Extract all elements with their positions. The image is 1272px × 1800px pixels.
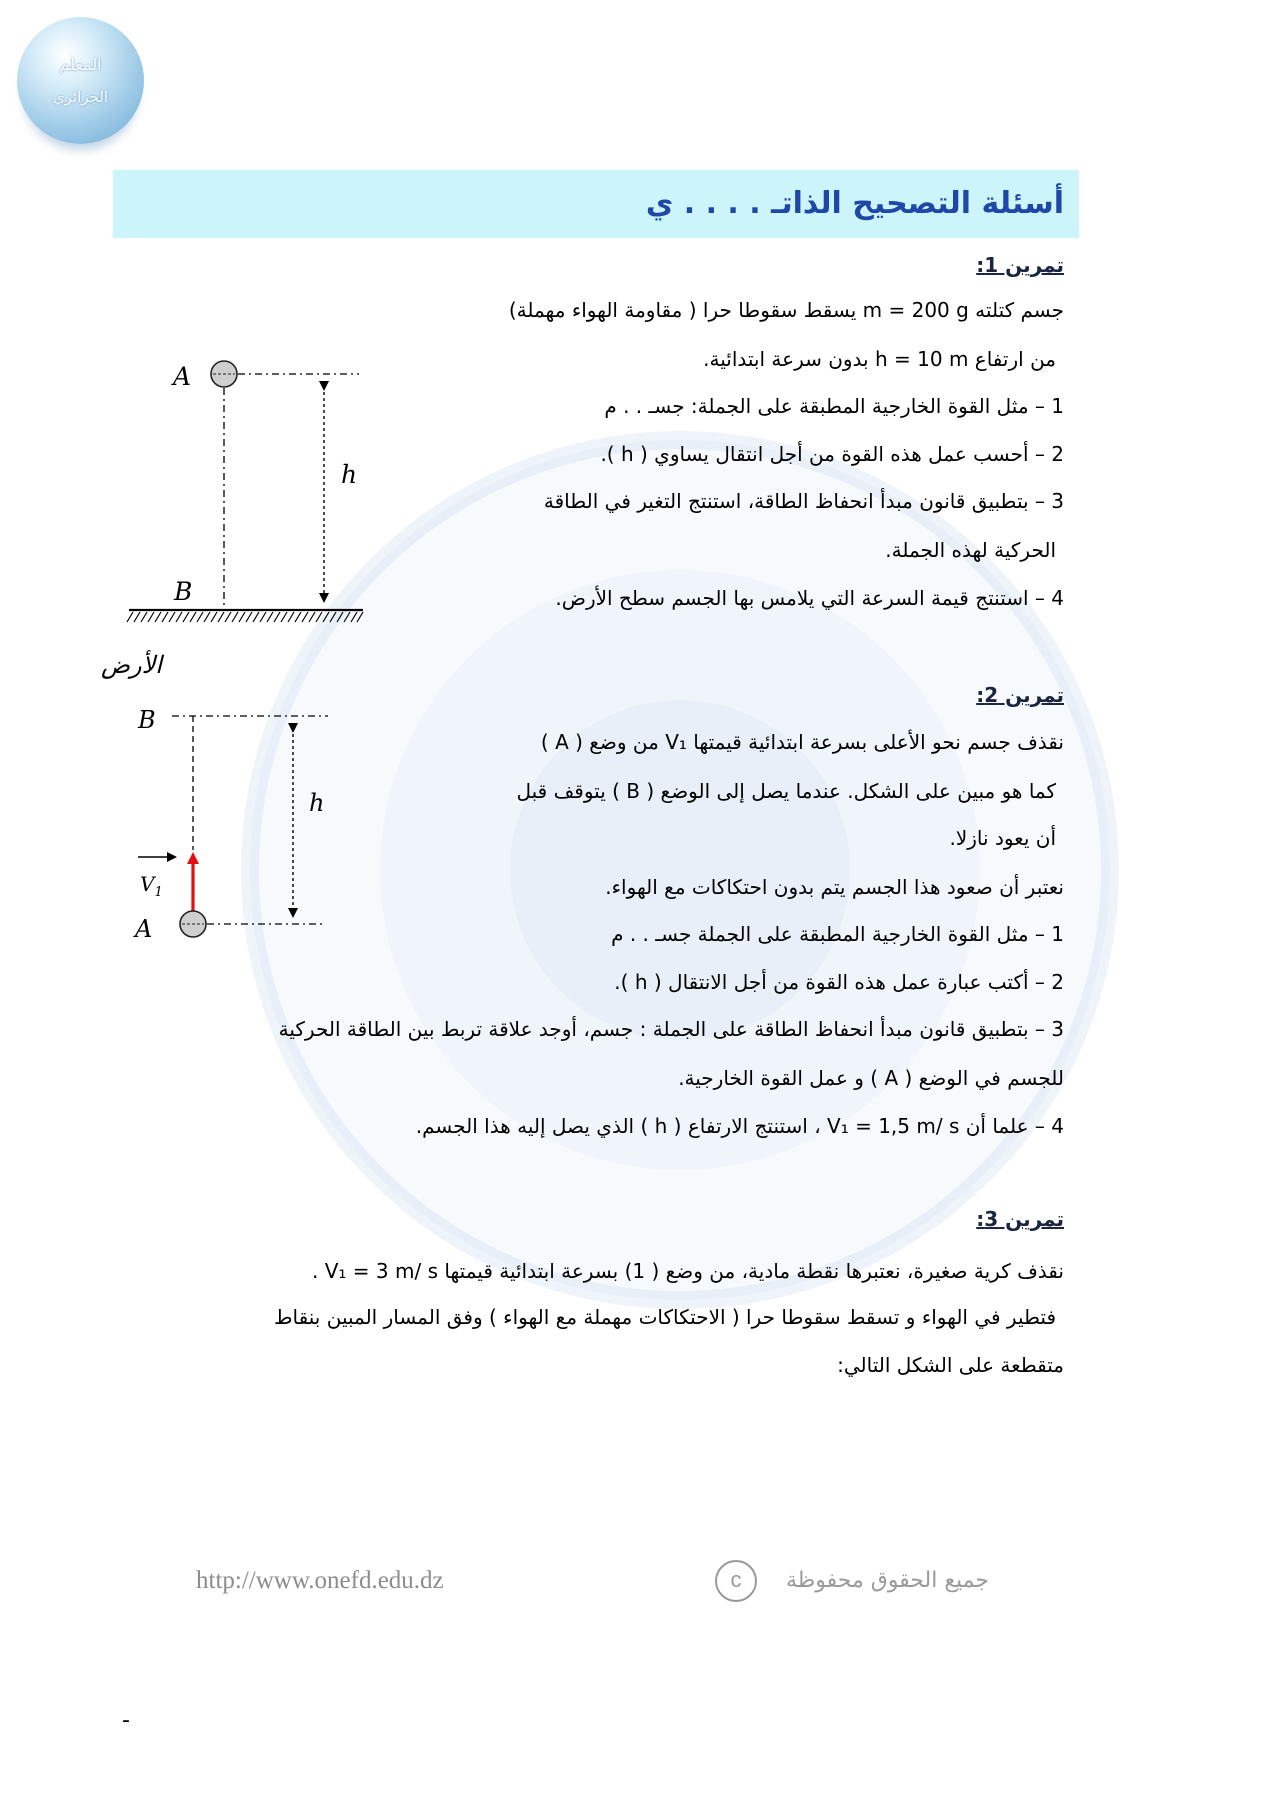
- exercise-2-line: 3 – بتطبيق قانون مبدأ انحفاظ الطاقة على الجملة : جسم، أوجد علاقة تربط بين الطاقة الحركية: [278, 1017, 1064, 1041]
- fig2-label-b: B: [138, 706, 156, 734]
- exercise-2-line: كما هو مبين على الشكل. عندما يصل إلى الوضع ( B ) يتوقف قبل: [516, 779, 1056, 803]
- exercise-1-heading: تمرين 1:: [976, 253, 1064, 277]
- logo-line-1: المعلم: [59, 55, 102, 74]
- exercise-2-line: 4 – علما أن V₁ = 1,5 m/ s ، استنتج الارتفاع ( h ) الذي يصل إليه هذا الجسم.: [415, 1114, 1064, 1138]
- teacher-logo: [17, 17, 144, 144]
- figure-2-vertical-throw: [133, 706, 328, 943]
- exercise-3-heading: تمرين 3:: [976, 1207, 1064, 1231]
- fig1-label-h: h: [341, 460, 358, 489]
- logo-line-2: الجزائري: [52, 88, 109, 106]
- exercise-2-line: 2 – أكتب عبارة عمل هذه القوة من أجل الانتقال ( h ).: [614, 970, 1064, 994]
- exercise-1-line: 4 – استنتج قيمة السرعة التي يلامس بها الجسم سطح الأرض.: [555, 586, 1064, 610]
- exercise-3-line: متقطعة على الشكل التالي:: [837, 1353, 1064, 1377]
- page-title: أسئلة التصحيح الذاتـ . . . . ي: [645, 186, 1064, 221]
- fig1-ground-label: الأرض: [101, 651, 162, 679]
- fig1-label-a: A: [173, 362, 192, 391]
- exercise-2-line: أن يعود نازلا.: [949, 826, 1056, 850]
- copyright-icon: c: [715, 1560, 757, 1602]
- title-banner: [113, 170, 1079, 238]
- page-marker: -: [122, 1708, 130, 1733]
- exercise-1-line: الحركية لهذه الجملة.: [885, 538, 1056, 562]
- exercise-1-line: من ارتفاع h = 10 m بدون سرعة ابتدائية.: [703, 347, 1056, 371]
- exercise-1-line: 3 – بتطبيق قانون مبدأ انحفاظ الطاقة، استنتج التغير في الطاقة: [543, 489, 1064, 513]
- fig1-label-b: B: [174, 577, 193, 606]
- fig1-body-a: [211, 361, 237, 387]
- fig2-body-a: [180, 911, 206, 937]
- fig2-label-h: h: [309, 789, 325, 817]
- exercise-1-line: جسم كتلته m = 200 g يسقط سقوطا حرا ( مقاومة الهواء مهملة): [508, 298, 1064, 322]
- figure-1-free-fall: [101, 361, 363, 679]
- footer-rights: جميع الحقوق محفوظة: [785, 1568, 989, 1593]
- exercise-2-line: 1 – مثل القوة الخارجية المطبقة على الجملة جسـ . . م: [611, 922, 1064, 946]
- fig1-ground-hatching: [127, 612, 363, 622]
- exercise-2-line: نقذف جسم نحو الأعلى بسرعة ابتدائية قيمتها V₁ من وضع ( A ): [540, 730, 1064, 754]
- exercise-3-line: فتطير في الهواء و تسقط سقوطا حرا ( الاحتكاكات مهملة مع الهواء ) وفق المسار المبين بنقاط: [274, 1305, 1056, 1329]
- exercise-3-line: نقذف كرية صغيرة، نعتبرها نقطة مادية، من وضع ( 1) بسرعة ابتدائية قيمتها V₁ = 3 m/ s .: [312, 1259, 1064, 1283]
- exercise-1-line: 2 – أحسب عمل هذه القوة من أجل انتقال يساوي ( h ).: [600, 442, 1064, 466]
- exercise-2-line: نعتبر أن صعود هذا الجسم يتم بدون احتكاكات مع الهواء.: [605, 875, 1064, 899]
- fig2-label-v-subscript: 1: [154, 885, 163, 900]
- fig2-label-a: A: [135, 915, 153, 943]
- fig2-label-v: V: [140, 872, 155, 896]
- exercise-2-line: للجسم في الوضع ( A ) و عمل القوة الخارجية.: [678, 1066, 1064, 1090]
- footer-url: http://www.onefd.edu.dz: [196, 1567, 444, 1594]
- exercise-1-line: 1 – مثل القوة الخارجية المطبقة على الجملة: جسـ . . م: [604, 394, 1064, 418]
- exercise-2-heading: تمرين 2:: [976, 683, 1064, 707]
- fig2-label-v1: [140, 872, 163, 900]
